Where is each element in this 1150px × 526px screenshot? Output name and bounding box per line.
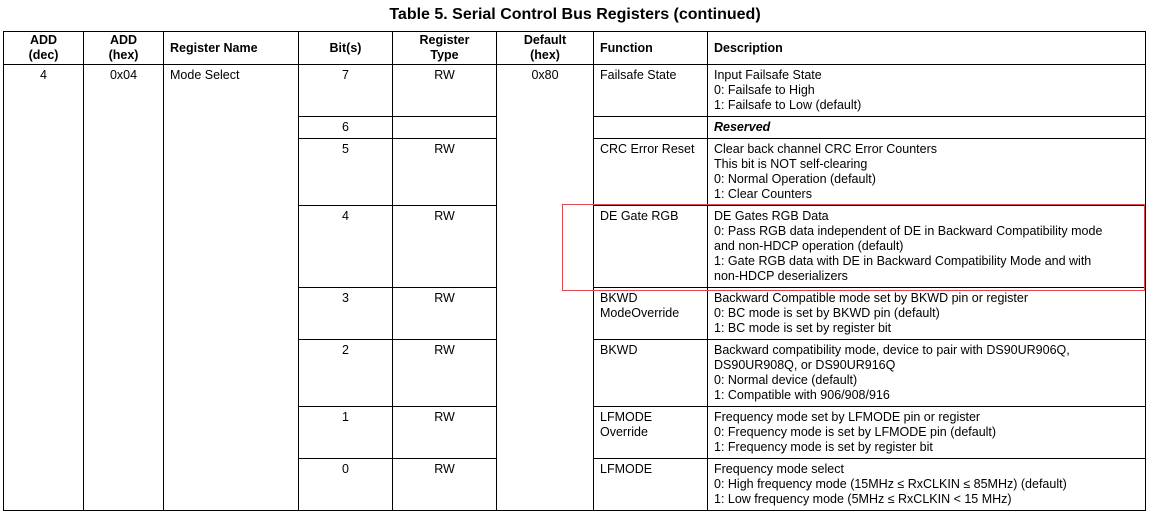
header-description: Description <box>708 32 1146 65</box>
cell-bit: 5 <box>299 139 393 206</box>
cell-description <box>708 206 1146 288</box>
table-row <box>4 65 1146 117</box>
description-line: DE Gates RGB Data <box>714 209 829 223</box>
cell-register-type: RW <box>393 340 497 407</box>
register-table <box>3 31 1146 511</box>
function-line: BKWD <box>600 343 638 357</box>
description-line: 0: Normal device (default) <box>714 373 858 387</box>
description-line: Clear back channel CRC Error Counters <box>714 142 938 156</box>
cell-register-type: RW <box>393 407 497 459</box>
cell-bit: 2 <box>299 340 393 407</box>
cell-register-type: RW <box>393 139 497 206</box>
cell-bit: 6 <box>299 117 393 139</box>
function-line: CRC Error Reset <box>600 142 695 156</box>
description-line: Reserved <box>714 120 771 134</box>
cell-description <box>708 459 1146 511</box>
cell-register-type: RW <box>393 459 497 511</box>
table-title: Table 5. Serial Control Bus Registers (continued) <box>389 6 761 23</box>
description-line: 1: Frequency mode is set by register bit <box>714 440 933 454</box>
description-line: Backward Compatible mode set by BKWD pin or register <box>714 291 1029 305</box>
description-line: 1: Compatible with 906/908/916 <box>714 388 890 402</box>
description-line: 0: BC mode is set by BKWD pin (default) <box>714 306 940 320</box>
description-line: Input Failsafe State <box>714 68 822 82</box>
description-line: non-HDCP deserializers <box>714 269 848 283</box>
cell-description <box>708 288 1146 340</box>
description-line: Frequency mode set by LFMODE pin or register <box>714 410 981 424</box>
header-row <box>4 32 1146 65</box>
description-line: 1: BC mode is set by register bit <box>714 321 892 335</box>
function-line: Failsafe State <box>600 68 677 82</box>
header-bits: Bit(s) <box>299 32 393 65</box>
function-line: Override <box>600 425 648 439</box>
cell-register-type <box>393 117 497 139</box>
cell-add-hex: 0x04 <box>84 65 164 511</box>
description-line: and non-HDCP operation (default) <box>714 239 904 253</box>
cell-bit: 4 <box>299 206 393 288</box>
cell-description <box>708 139 1146 206</box>
cell-function <box>594 459 708 511</box>
cell-function <box>594 340 708 407</box>
header-register-name: Register Name <box>164 32 299 65</box>
description-line: 1: Low frequency mode (5MHz ≤ RxCLKIN < 15 MHz) <box>714 492 1012 506</box>
description-line: 0: Normal Operation (default) <box>714 172 876 186</box>
description-line: This bit is NOT self-clearing <box>714 157 868 171</box>
cell-function <box>594 288 708 340</box>
cell-description <box>708 340 1146 407</box>
function-line: LFMODE <box>600 462 653 476</box>
header-add-dec: ADD (dec) <box>4 32 84 65</box>
cell-description <box>708 407 1146 459</box>
cell-function <box>594 407 708 459</box>
cell-default-hex: 0x80 <box>497 65 594 511</box>
function-line: ModeOverride <box>600 306 680 320</box>
cell-function <box>594 206 708 288</box>
cell-bit: 3 <box>299 288 393 340</box>
cell-bit: 0 <box>299 459 393 511</box>
function-line: DE Gate RGB <box>600 209 679 223</box>
cell-register-type: RW <box>393 288 497 340</box>
description-line: 0: Frequency mode is set by LFMODE pin (default) <box>714 425 997 439</box>
header-default-hex: Default (hex) <box>497 32 594 65</box>
description-line: 0: Pass RGB data independent of DE in Backward Compatibility mode <box>714 224 1103 238</box>
cell-register-name: Mode Select <box>164 65 299 511</box>
cell-register-type: RW <box>393 206 497 288</box>
description-line: DS90UR908Q, or DS90UR916Q <box>714 358 896 372</box>
function-line: BKWD <box>600 291 638 305</box>
description-line: 0: Failsafe to High <box>714 83 815 97</box>
description-line: 1: Failsafe to Low (default) <box>714 98 862 112</box>
description-line: Frequency mode select <box>714 462 844 476</box>
description-line: Backward compatibility mode, device to pair with DS90UR906Q, <box>714 343 1070 357</box>
cell-description <box>708 117 1146 139</box>
cell-function <box>594 139 708 206</box>
description-line: 0: High frequency mode (15MHz ≤ RxCLKIN ≤ 85MHz) (default) <box>714 477 1067 491</box>
header-function: Function <box>594 32 708 65</box>
cell-function <box>594 117 708 139</box>
cell-function <box>594 65 708 117</box>
description-line: 1: Clear Counters <box>714 187 812 201</box>
header-register-type: Register Type <box>393 32 497 65</box>
cell-register-type: RW <box>393 65 497 117</box>
cell-add-dec: 4 <box>4 65 84 511</box>
function-line: LFMODE <box>600 410 653 424</box>
cell-bit: 1 <box>299 407 393 459</box>
description-line: 1: Gate RGB data with DE in Backward Compatibility Mode and with <box>714 254 1092 268</box>
header-add-hex: ADD (hex) <box>84 32 164 65</box>
cell-bit: 7 <box>299 65 393 117</box>
cell-description <box>708 65 1146 117</box>
